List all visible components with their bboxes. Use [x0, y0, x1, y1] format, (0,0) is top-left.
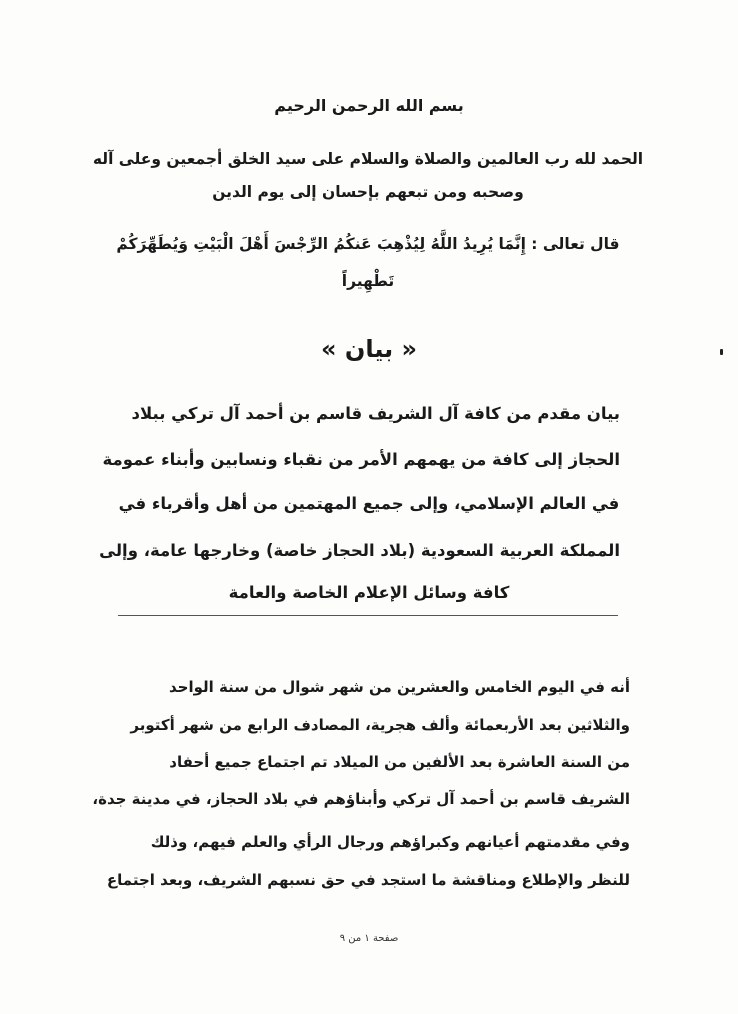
- paragraph-line: أنه في اليوم الخامس والعشرين من شهر شوال من سنة الواحد: [168, 678, 630, 696]
- quran-verse-line-1: قال تعالى : إِنَّمَا يُرِيدُ اللَّهُ لِيُذْهِبَ عَنكُمُ الرِّجْسَ أَهْلَ الْبَيْتِ وَيُطَهِّرَكُمْ: [116, 235, 620, 253]
- intro-line: المملكة العربية السعودية (بلاد الحجاز خاصة) وخارجها عامة، وإلى: [99, 541, 620, 560]
- paragraph-line: من السنة العاشرة بعد الألفين من الميلاد تم اجتماع جميع أحفاد: [169, 753, 630, 771]
- page-number-footer: صفحة ١ من ٩: [339, 933, 399, 944]
- intro-line: في العالم الإسلامي، وإلى جميع المهتمين من أهل وأقرباء في: [118, 494, 620, 513]
- intro-line: بيان مقدم من كافة آل الشريف قاسم بن أحمد آل تركي ببلاد: [131, 404, 620, 423]
- document-title: « بيان »: [320, 335, 418, 363]
- intro-line: كافة وسائل الإعلام الخاصة والعامة: [228, 583, 510, 602]
- intro-line: الحجاز إلى كافة من يهمهم الأمر من نقباء ونسابين وأبناء عمومة: [102, 450, 620, 469]
- scan-speck: [720, 349, 723, 355]
- section-divider: [118, 615, 618, 616]
- doxology-line-2: وصحبه ومن تبعهم بإحسان إلى يوم الدين: [212, 183, 524, 201]
- paragraph-line: والثلاثين بعد الأربعمائة وألف هجرية، المصادف الرابع من شهر أكتوبر: [130, 716, 630, 734]
- doxology-line-1: الحمد لله رب العالمين والصلاة والسلام على سيد الخلق أجمعين وعلى آله: [92, 150, 644, 168]
- paragraph-line: وفي مقدمتهم أعيانهم وكبراؤهم ورجال الرأي والعلم فيهم، وذلك: [150, 833, 630, 851]
- paragraph-line: الشريف قاسم بن أحمد آل تركي وأبناؤهم في بلاد الحجاز، في مدينة جدة،: [92, 790, 630, 808]
- quran-verse-line-2: تَطْهِيراً: [341, 272, 395, 290]
- basmala-heading: بسم الله الرحمن الرحيم: [274, 96, 464, 115]
- paragraph-line: للنظر والإطلاع ومناقشة ما استجد في حق نسبهم الشريف، وبعد اجتماع: [106, 871, 630, 889]
